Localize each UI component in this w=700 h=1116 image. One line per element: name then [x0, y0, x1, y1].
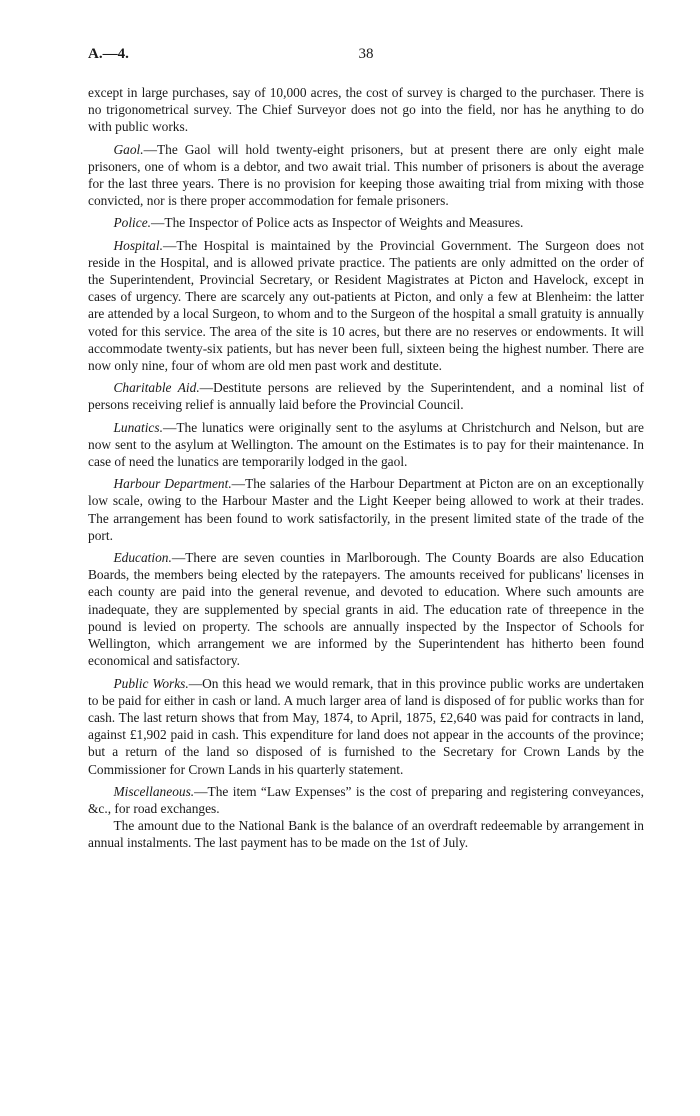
paragraph-lunatics [88, 419, 644, 471]
paragraph-gaol [88, 141, 644, 210]
page-body [88, 84, 644, 857]
section-heading-hospital: Hospital. [113, 237, 163, 253]
paragraph-national-bank [88, 817, 644, 851]
paragraph-text: —The Gaol will hold twenty-eight prisoners, but at present there are only eight male prisoners, one of whom is a debtor, and two await trial. This number of prisoners is about the average for the last three years. There is no provision for keeping those awaiting trial from mixing with those convicted, nor is there proper accommodation for female prisoners. [88, 141, 644, 209]
section-heading-education: Education. [113, 550, 172, 566]
paragraph-text: —The item “Law Expenses” is the cost of preparing and registering conveyances, &c., for road exchanges. [88, 783, 644, 816]
paragraph-police [88, 214, 644, 231]
section-heading-harbour: Harbour Department. [113, 476, 232, 492]
paragraph-text: —The Hospital is maintained by the Provincial Government. The Surgeon does not reside in the Hospital, and is allowed private practice. The patients are only admitted on the order of the Superintendent, Provincial Secretary, or Resident Magistrates at Picton and Havelock, except in cases of urgency. There are scarcely any out-patients at Picton, and only a few at Blenheim: the latter are attended by a local Surgeon, to whom and to the Surgeon of the hospital a small gratuity is annually voted for this service. The area of the site is 10 acres, but there are no reserves or endowments. It will accommodate twenty-six patients, but has never been full, sixteen being the highest number. There are now only nine, four of whom are old men past work and destitute. [88, 237, 644, 374]
paragraph-survey [88, 84, 644, 136]
section-heading-police: Police. [113, 215, 152, 231]
paragraph-text: The amount due to the National Bank is the balance of an overdraft redeemable by arrangement in annual instalments. The last payment has to be made on the 1st of July. [88, 818, 644, 851]
paragraph-text: —Destitute persons are relieved by the Superintendent, and a nominal list of persons receiving relief is annually laid before the Provincial Council. [88, 380, 644, 413]
paragraph-text: —The Inspector of Police acts as Inspector of Weights and Measures. [151, 215, 524, 231]
paragraph-hospital [88, 237, 644, 375]
section-heading-miscellaneous: Miscellaneous. [113, 783, 195, 799]
section-heading-public-works: Public Works. [113, 675, 189, 691]
paragraph-text: —There are seven counties in Marlborough. The County Boards are also Education Boards, the members being elected by the ratepayers. The amounts received for publicans' licenses in each county are paid into the general revenue, and devoted to education. Where such amounts are inadequate, they are supplemented by special grants in aid. The education rate of threepence in the pound is levied on property. The schools are annually inspected by the Inspector of Schools for Wellington, which arrangement we are informed by the Superintendent has hitherto been found economical and satisfactory. [88, 550, 644, 669]
paragraph-public-works [88, 675, 644, 778]
page-number: 38 [358, 46, 374, 62]
paragraph-text: except in large purchases, say of 10,000 acres, the cost of survey is charged to the purchaser. There is no trigonometrical survey. The Chief Surveyor does not go into the field, nor has he anything to do with public works. [88, 85, 644, 135]
section-heading-charitable-aid: Charitable Aid. [113, 380, 200, 396]
paragraph-text: —On this head we would remark, that in this province public works are undertaken to be paid for either in cash or land. A much larger area of land is disposed of for public works than for cash. The last return shows that from May, 1874, to April, 1875, £2,640 was paid for contracts in land, against £1,902 paid in cash. This expenditure for land does not appear in the accounts of the province; but a return of the land so disposed of is furnished to the Secretary for Crown Lands by the Commissioner for Crown Lands in his quarterly statement. [88, 675, 644, 777]
document-reference: A.—4. [88, 46, 129, 62]
paragraph-miscellaneous [88, 783, 644, 817]
paragraph-charitable-aid [88, 379, 644, 413]
page-header [88, 46, 644, 70]
section-heading-gaol: Gaol. [113, 141, 144, 157]
paragraph-text: —The salaries of the Harbour Department at Picton are on an exceptionally low scale, owing to the Harbour Master and the Light Keeper being allowed to work at their trades. The arrangement has been found to work satisfactorily, in the present limited state of the trade of the port. [88, 476, 644, 543]
paragraph-harbour [88, 475, 644, 544]
section-heading-lunatics: Lunatics. [113, 419, 163, 435]
paragraph-education [88, 549, 644, 669]
paragraph-text: —The lunatics were originally sent to the asylums at Christchurch and Nelson, but are now sent to the asylum at Wellington. The amount on the Estimates is to pay for their maintenance. In case of need the lunatics are temporarily lodged in the gaol. [88, 419, 644, 470]
